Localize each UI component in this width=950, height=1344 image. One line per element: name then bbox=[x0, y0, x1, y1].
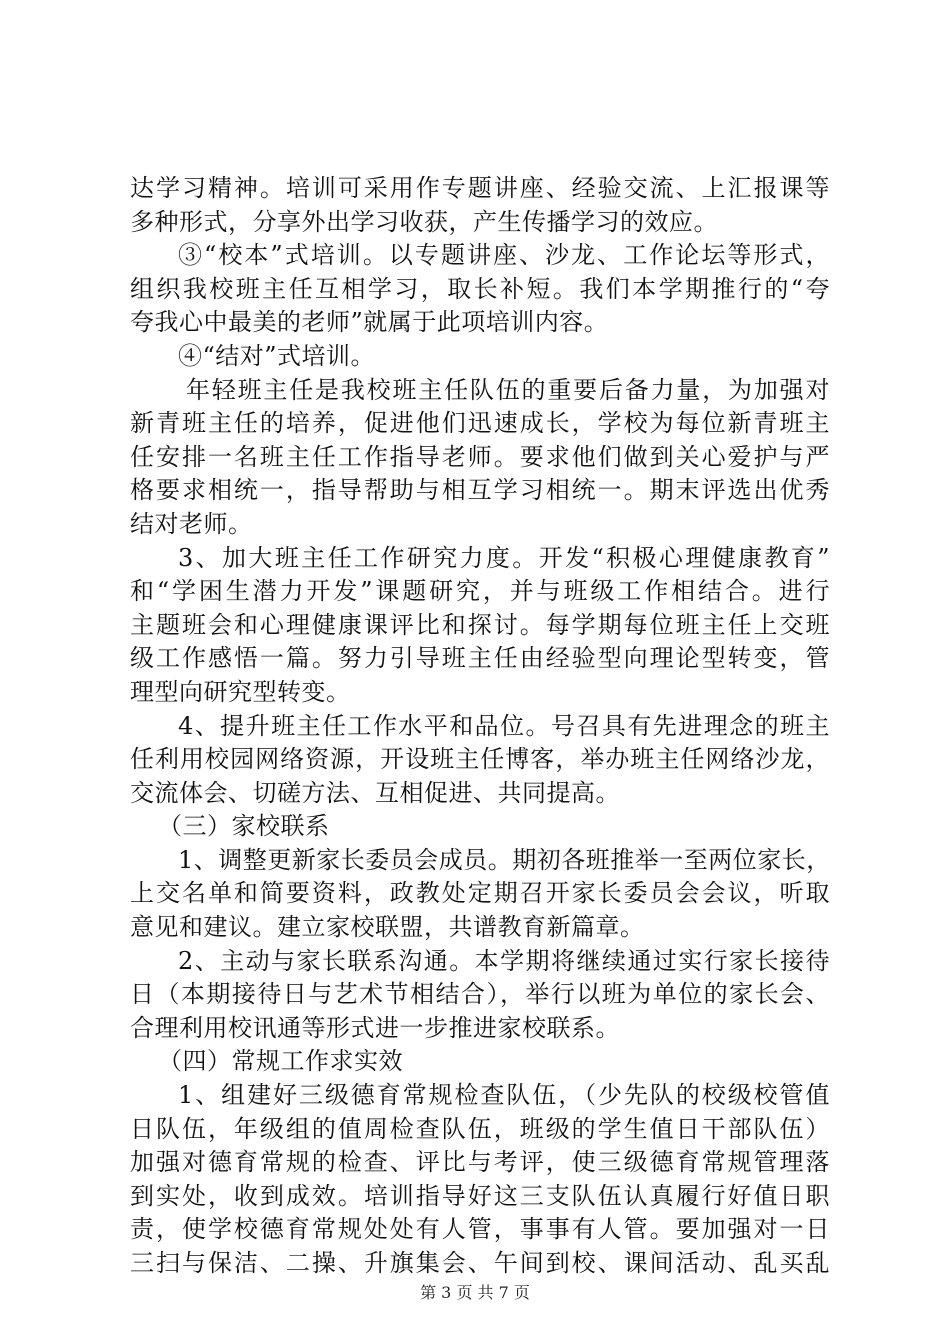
text-line: 任安排一名班主任工作指导老师。要求他们做到关心爱护与严 bbox=[130, 442, 830, 471]
text-line: 达学习精神。培训可采用作专题讲座、经验交流、上汇报课等 bbox=[130, 174, 830, 202]
text-line: 意见和建议。建立家校联盟，共谱教育新篇章。 bbox=[130, 913, 645, 942]
text-line: ③“校本”式培训。以专题讲座、沙龙、工作论坛等形式， bbox=[178, 241, 830, 270]
text-line: 理型向研究型转变。 bbox=[130, 677, 351, 706]
text-line: 结对老师。 bbox=[130, 509, 253, 538]
text-line: 夸我心中最美的老师”就属于此项培训内容。 bbox=[130, 308, 609, 337]
text-line: 格要求相统一，指导帮助与相互学习相统一。期末评选出优秀 bbox=[130, 476, 830, 505]
text-line: 上交名单和简要资料，政教处定期召开家长委员会会议，听取 bbox=[130, 879, 830, 908]
text-line: ④“结对”式培训。 bbox=[178, 341, 376, 370]
page-number-footer: 第 3 页 共 7 页 bbox=[420, 1283, 530, 1302]
text-line: 任利用校园网络资源，开设班主任博客，举办班主任网络沙龙， bbox=[130, 745, 830, 774]
text-line: 新青班主任的培养，促进他们迅速成长，学校为每位新青班主 bbox=[130, 409, 830, 438]
text-line: 1、调整更新家长委员会成员。期初各班推举一至两位家长， bbox=[178, 845, 831, 874]
document-body bbox=[130, 172, 830, 1281]
text-line: 多种形式，分享外出学习收获，产生传播学习的效应。 bbox=[130, 207, 718, 236]
section-heading: （三）家校联系 bbox=[158, 812, 330, 841]
text-line: 4、提升班主任工作水平和品位。号召具有先进理念的班主 bbox=[178, 711, 830, 740]
text-line: 组织我校班主任互相学习，取长补短。我们本学期推行的“夸 bbox=[130, 274, 830, 303]
text-line: 加强对德育常规的检查、评比与考评，使三级德育常规管理落 bbox=[130, 1148, 830, 1177]
text-line: 1、组建好三级德育常规检查队伍，（少先队的校级校管值 bbox=[178, 1081, 830, 1110]
text-line: 级工作感悟一篇。努力引导班主任由经验型向理论型转变，管 bbox=[130, 644, 830, 673]
text-line: 和“学困生潜力开发”课题研究，并与班级工作相结合。进行 bbox=[130, 577, 830, 606]
text-line: 到实处，收到成效。培训指导好这三支队伍认真履行好值日职 bbox=[130, 1181, 830, 1210]
section-heading: （四）常规工作求实效 bbox=[158, 1047, 403, 1076]
text-line: 三扫与保洁、二操、升旗集会、午间到校、课间活动、乱买乱 bbox=[130, 1249, 830, 1277]
text-line: 年轻班主任是我校班主任队伍的重要后备力量，为加强对 bbox=[186, 375, 830, 404]
text-line: 日（本期接待日与艺术节相结合），举行以班为单位的家长会、 bbox=[130, 980, 830, 1009]
text-line: 2、主动与家长联系沟通。本学期将继续通过实行家长接待 bbox=[178, 946, 830, 975]
text-line: 3、加大班主任工作研究力度。开发“积极心理健康教育” bbox=[178, 543, 830, 572]
text-line: 合理利用校讯通等形式进一步推进家校联系。 bbox=[130, 1013, 620, 1042]
text-line: 责，使学校德育常规处处有人管，事事有人管。要加强对一日 bbox=[130, 1215, 830, 1244]
text-line: 日队伍，年级组的值周检查队伍，班级的学生值日干部队伍） bbox=[130, 1114, 830, 1143]
text-line: 主题班会和心理健康课评比和探讨。每学期每位班主任上交班 bbox=[130, 610, 830, 639]
text-line: 交流体会、切磋方法、互相促进、共同提高。 bbox=[130, 778, 620, 807]
